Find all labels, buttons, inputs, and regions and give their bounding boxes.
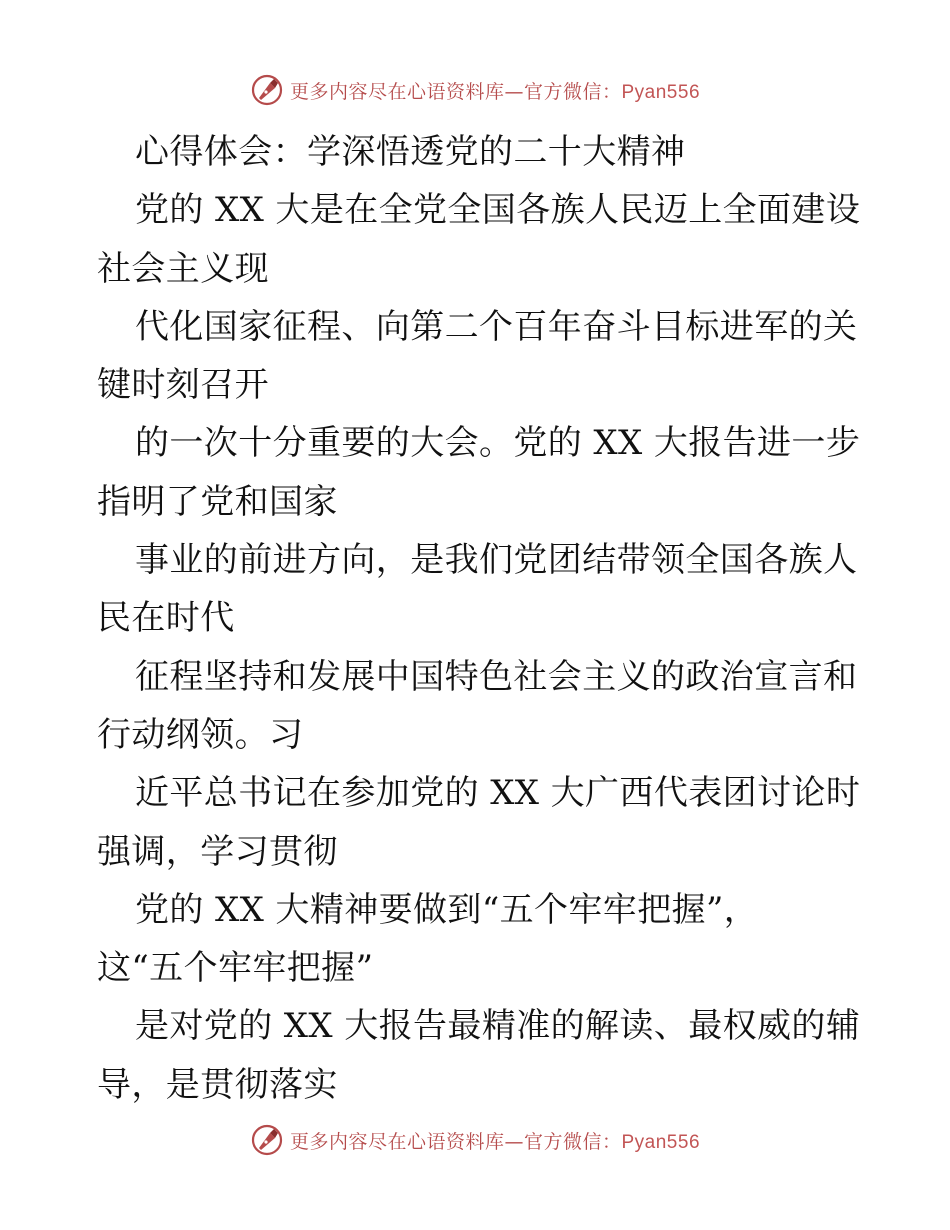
paragraph-line: 民在时代 [97,598,235,639]
paragraph-line: 这“五个牢牢把握” [97,948,374,989]
paragraph-line: 的一次十分重要的大会。党的 XX 大报告进一步 [135,423,861,464]
paragraph-line: 党的 XX 大是在全党全国各族人民迈上全面建设 [135,190,861,231]
paragraph-line: 键时刻召开 [97,365,269,406]
document-body [97,123,861,1114]
paragraph-line: 近平总书记在参加党的 XX 大广西代表团讨论时 [135,773,861,814]
watermark-brand: Pyan556 [621,1131,701,1153]
paragraph-line: 行动纲领。习 [97,714,304,755]
paragraph-line: 社会主义现 [97,248,269,289]
pen-nib-logo-icon [250,1123,284,1157]
watermark-slogan: 更多内容尽在心语资料库 [289,80,505,103]
paragraph-line: 强调，学习贯彻 [97,831,338,872]
header-watermark [0,70,950,110]
paragraph-line: 征程坚持和发展中国特色社会主义的政治宣言和 [135,656,858,697]
watermark-separator: —官方微信： [504,80,622,103]
paragraph-line: 是对党的 XX 大报告最精准的解读、最权威的辅 [135,1006,861,1047]
document-title: 心得体会：学深悟透党的二十大精神 [135,132,686,172]
watermark-text [290,1127,700,1154]
watermark-text [290,77,700,104]
paragraph-line: 导，是贯彻落实 [97,1064,338,1105]
watermark-slogan: 更多内容尽在心语资料库 [289,1130,505,1153]
paragraph-line: 党的 XX 大精神要做到“五个牢牢把握”， [135,889,759,930]
pen-nib-logo-icon [250,73,284,107]
paragraph-line: 代化国家征程、向第二个百年奋斗目标进军的关 [135,306,858,347]
footer-watermark [0,1120,950,1160]
watermark-brand: Pyan556 [621,81,701,103]
paragraph-line: 指明了党和国家 [97,481,338,522]
paragraph-line: 事业的前进方向，是我们党团结带领全国各族人 [135,540,858,581]
watermark-separator: —官方微信： [504,1130,622,1153]
